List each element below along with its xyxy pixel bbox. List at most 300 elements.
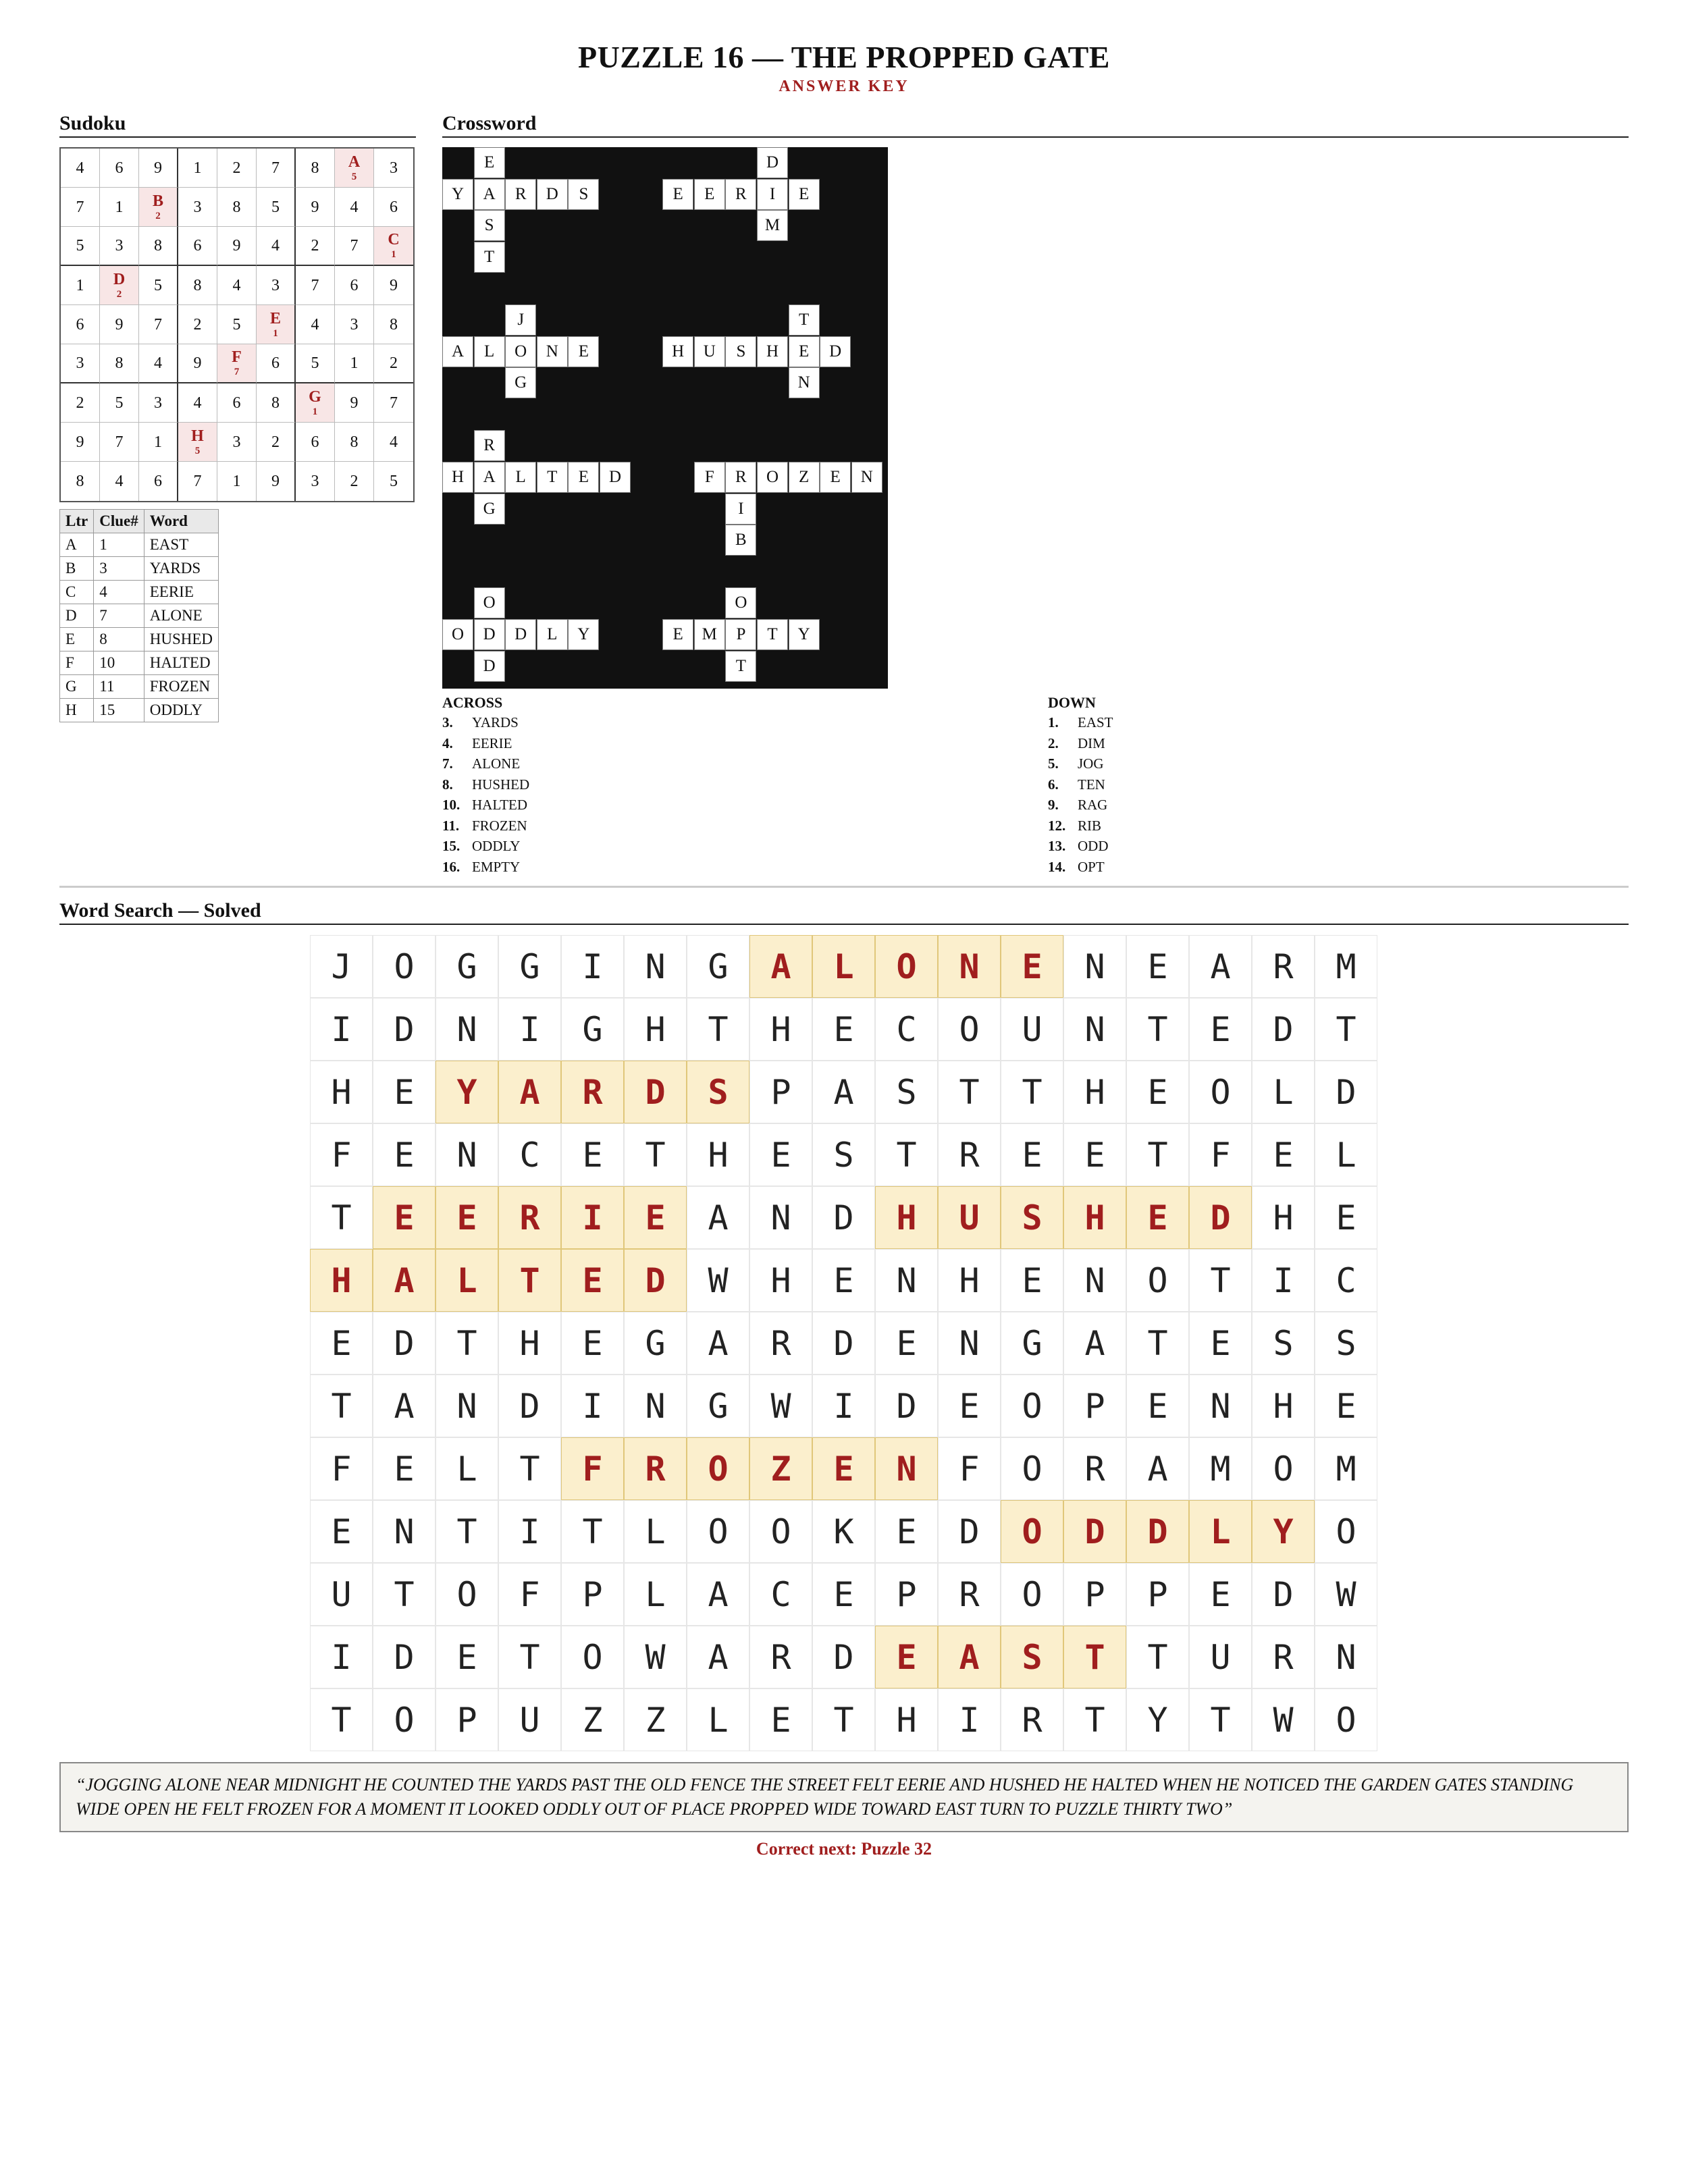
crossword-cell: T: [789, 304, 820, 336]
sudoku-cell-value: 1: [350, 354, 359, 372]
sudoku-cell-value: 6: [232, 394, 241, 412]
sudoku-cell-value: E: [269, 309, 281, 327]
word-search-letter: E: [1126, 1061, 1189, 1123]
crossword-cell: R: [505, 179, 536, 210]
sudoku-cell: [139, 383, 178, 423]
word-search-letter: F: [498, 1563, 561, 1626]
sudoku-cell-value: 9: [232, 237, 241, 255]
crossword-cell: E: [820, 462, 851, 493]
down-clues: [1048, 694, 1113, 879]
word-search-found-letter: S: [1001, 1186, 1063, 1249]
word-search-letter: D: [938, 1500, 1001, 1563]
word-search-found-letter: D: [624, 1061, 687, 1123]
sudoku-cell-value: 7: [350, 237, 359, 255]
word-search-letter: E: [373, 1061, 436, 1123]
word-search-letter: D: [812, 1186, 875, 1249]
sudoku-cell-value: 9: [390, 276, 398, 294]
sudoku-cell: [296, 266, 335, 305]
sudoku-cell: [217, 462, 257, 501]
word-search-found-letter: A: [749, 935, 812, 998]
word-search-letter: T: [1126, 1312, 1189, 1375]
sudoku-cell: [139, 305, 178, 344]
word-search-letter: F: [310, 1123, 373, 1186]
word-search-found-letter: A: [938, 1626, 1001, 1688]
word-search-letter: T: [938, 1061, 1001, 1123]
word-search-letter: T: [624, 1123, 687, 1186]
sudoku-cell-value: A: [348, 153, 361, 171]
clue-number: 8.: [442, 776, 453, 793]
word-search-letter: T: [1126, 1626, 1189, 1688]
word-search-letter: O: [1315, 1500, 1377, 1563]
sudoku-cell: [335, 462, 374, 501]
sudoku-cell: [178, 227, 217, 266]
crossword-cell: D: [474, 619, 505, 650]
word-search-letter: D: [812, 1626, 875, 1688]
word-search-letter: D: [1252, 1563, 1315, 1626]
word-search-letter: H: [1252, 1186, 1315, 1249]
sudoku-cell: [61, 344, 100, 383]
crossword-cell: L: [505, 462, 536, 493]
word-search-letter: A: [687, 1186, 749, 1249]
word-search-letter: T: [373, 1563, 436, 1626]
word-search-letter: M: [1189, 1437, 1252, 1500]
word-search-letter: O: [1315, 1688, 1377, 1751]
word-search-letter: E: [812, 1563, 875, 1626]
key-table-header: Clue#: [94, 510, 144, 533]
sudoku-cell-value: 6: [115, 159, 124, 177]
word-search-letter: T: [812, 1688, 875, 1751]
sudoku-cell-value: 4: [154, 354, 162, 372]
clue-answer: HALTED: [472, 797, 528, 813]
crossword-cell: M: [757, 210, 788, 241]
key-table-row: [60, 581, 219, 604]
across-clue: [442, 714, 529, 735]
key-table-header: Word: [144, 510, 218, 533]
key-table-cell: 3: [94, 557, 144, 581]
sudoku-cell-value: 4: [390, 433, 398, 451]
word-search-letter: A: [1189, 935, 1252, 998]
word-search-letter: I: [561, 935, 624, 998]
key-table-cell: HALTED: [144, 651, 218, 675]
key-table-cell: EAST: [144, 533, 218, 557]
down-clue: [1048, 797, 1113, 818]
crossword-cell: R: [725, 462, 756, 493]
word-search-found-letter: N: [938, 935, 1001, 998]
crossword-cell: D: [474, 651, 505, 682]
sudoku-cell-value: 4: [350, 198, 359, 216]
crossword-cell: H: [442, 462, 473, 493]
sudoku-cell-value: 8: [271, 394, 280, 412]
across-clue: [442, 838, 529, 859]
word-search-found-letter: L: [812, 935, 875, 998]
word-search-letter: P: [436, 1688, 498, 1751]
sudoku-cell-value: 7: [154, 315, 162, 334]
word-search-letter: G: [1001, 1312, 1063, 1375]
word-search-letter: I: [938, 1688, 1001, 1751]
sudoku-marked-cell: [296, 383, 335, 423]
sudoku-cell: [61, 188, 100, 227]
crossword-cell: H: [662, 336, 693, 367]
sudoku-cell: [139, 344, 178, 383]
word-search-letter: O: [1001, 1563, 1063, 1626]
clue-number: 15.: [442, 838, 460, 854]
clue-number: 11.: [442, 817, 460, 834]
word-search-letter: I: [498, 998, 561, 1061]
clue-answer: HUSHED: [472, 776, 530, 793]
word-search-letter: T: [1189, 1688, 1252, 1751]
sudoku-cell: [374, 149, 413, 188]
word-search-letter: H: [875, 1688, 938, 1751]
clue-number: 1.: [1048, 714, 1059, 730]
key-table-cell: 15: [94, 699, 144, 722]
sudoku-cell-value: 6: [311, 433, 319, 451]
sudoku-cell-value: 5: [271, 198, 280, 216]
crossword-cell: P: [725, 619, 756, 650]
sudoku-cell-subscript: 7: [234, 367, 240, 377]
sudoku-cell: [61, 423, 100, 462]
word-search-letter: H: [749, 998, 812, 1061]
word-search-letter: R: [1001, 1688, 1063, 1751]
sudoku-cell: [335, 188, 374, 227]
word-search-found-letter: R: [498, 1186, 561, 1249]
word-search-letter: E: [1126, 1375, 1189, 1437]
word-search-found-letter: E: [812, 1437, 875, 1500]
sudoku-cell: [61, 149, 100, 188]
key-table-row: [60, 604, 219, 628]
sudoku-cell-value: 7: [311, 276, 319, 294]
clue-answer: RAG: [1078, 797, 1108, 813]
word-search-grid: [310, 935, 1377, 1751]
key-table-cell: 1: [94, 533, 144, 557]
sudoku-cell: [61, 383, 100, 423]
crossword-cell: A: [442, 336, 473, 367]
word-search-letter: T: [1001, 1061, 1063, 1123]
sudoku-cell: [100, 305, 139, 344]
word-search-letter: N: [624, 935, 687, 998]
word-search-letter: D: [373, 1312, 436, 1375]
word-search-found-letter: E: [624, 1186, 687, 1249]
sudoku-cell: [61, 266, 100, 305]
word-search-letter: S: [812, 1123, 875, 1186]
sudoku-cell-value: 8: [115, 354, 124, 372]
sudoku-cell-value: 3: [271, 276, 280, 294]
sudoku-cell: [374, 305, 413, 344]
word-search-letter: N: [373, 1500, 436, 1563]
sudoku-cell-value: 2: [350, 473, 359, 490]
sudoku-cell-value: 2: [232, 159, 241, 177]
word-search-letter: A: [1126, 1437, 1189, 1500]
word-search-letter: S: [1315, 1312, 1377, 1375]
sudoku-cell-value: 4: [76, 159, 84, 177]
sudoku-cell-value: 9: [311, 198, 319, 216]
word-search-letter: N: [749, 1186, 812, 1249]
crossword-cell: O: [442, 619, 473, 650]
hidden-message-quote: “JOGGING ALONE NEAR MIDNIGHT HE COUNTED THE YARDS PAST THE OLD FENCE THE STREET FELT EERIE AND HUSHED HE HALTED WHEN HE NOTICED THE GARDEN GATES STANDING WIDE OPEN HE FELT FROZEN FOR A MOMENT IT LOOKED ODDLY OUT OF PLACE PROPPED WIDE TOWARD EAST TURN TO PUZZLE THIRTY TWO”: [59, 1762, 1629, 1832]
page-subtitle: ANSWER KEY: [779, 78, 909, 95]
key-table-cell: HUSHED: [144, 628, 218, 651]
word-search-found-letter: E: [436, 1186, 498, 1249]
word-search-letter: T: [687, 998, 749, 1061]
sudoku-cell: [296, 227, 335, 266]
key-table-cell: 7: [94, 604, 144, 628]
key-table-header-row: [60, 510, 219, 533]
sudoku-cell-value: 2: [311, 237, 319, 255]
sudoku-cell: [100, 149, 139, 188]
word-search-letter: E: [436, 1626, 498, 1688]
crossword-cell: D: [757, 147, 788, 178]
key-table-cell: E: [60, 628, 94, 651]
across-clue: [442, 818, 529, 838]
word-search-letter: L: [1315, 1123, 1377, 1186]
word-search-letter: Y: [1126, 1688, 1189, 1751]
word-search-letter: E: [1252, 1123, 1315, 1186]
word-search-found-letter: H: [1063, 1186, 1126, 1249]
word-search-letter: U: [310, 1563, 373, 1626]
word-search-letter: D: [812, 1312, 875, 1375]
crossword-cell: T: [725, 651, 756, 682]
sudoku-cell: [100, 344, 139, 383]
across-title: ACROSS: [442, 694, 503, 711]
word-search-letter: F: [938, 1437, 1001, 1500]
sudoku-cell-value: 5: [311, 354, 319, 372]
sudoku-cell-value: H: [191, 427, 204, 445]
clue-number: 9.: [1048, 797, 1059, 813]
word-search-letter: E: [938, 1375, 1001, 1437]
sudoku-cell: [296, 188, 335, 227]
word-search-letter: T: [561, 1500, 624, 1563]
sudoku-cell-value: 6: [271, 354, 280, 372]
sudoku-cell: [178, 344, 217, 383]
word-search-letter: N: [436, 998, 498, 1061]
sudoku-cell: [257, 227, 296, 266]
across-clue: [442, 755, 529, 776]
word-search-letter: O: [938, 998, 1001, 1061]
sudoku-cell: [178, 462, 217, 501]
key-table-row: [60, 533, 219, 557]
sudoku-cell-subscript: 2: [116, 288, 122, 300]
word-search-letter: T: [436, 1312, 498, 1375]
word-search-letter: E: [1001, 1249, 1063, 1312]
sudoku-marked-cell: [335, 149, 374, 188]
sudoku-cell: [178, 188, 217, 227]
crossword-cell: A: [474, 179, 505, 210]
clue-number: 16.: [442, 858, 460, 875]
word-search-letter: R: [1063, 1437, 1126, 1500]
sudoku-cell-value: 5: [76, 237, 84, 255]
sudoku-cell: [139, 462, 178, 501]
clue-number: 2.: [1048, 735, 1059, 751]
word-search-letter: G: [561, 998, 624, 1061]
clue-answer: DIM: [1078, 735, 1105, 751]
sudoku-cell: [217, 266, 257, 305]
crossword-cell: T: [757, 619, 788, 650]
sudoku-cell-value: 9: [350, 394, 359, 412]
sudoku-cell-value: 5: [390, 473, 398, 490]
sudoku-cell-value: 6: [154, 473, 162, 490]
word-search-found-letter: Y: [1252, 1500, 1315, 1563]
sudoku-marked-cell: [257, 305, 296, 344]
sudoku-cell-value: 8: [154, 237, 162, 255]
crossword-cell: O: [725, 587, 756, 618]
sudoku-cell: [257, 344, 296, 383]
word-search-found-letter: R: [624, 1437, 687, 1500]
word-search-letter: G: [436, 935, 498, 998]
word-search-letter: E: [1189, 1312, 1252, 1375]
word-search-letter: K: [812, 1500, 875, 1563]
word-search-letter: E: [1315, 1186, 1377, 1249]
sudoku-cell-value: 3: [115, 237, 124, 255]
word-search-letter: Z: [561, 1688, 624, 1751]
sudoku-cell-subscript: 1: [312, 406, 318, 417]
crossword-cell: A: [474, 462, 505, 493]
clue-answer: OPT: [1078, 858, 1105, 875]
sudoku-marked-cell: [139, 188, 178, 227]
sudoku-cell: [374, 188, 413, 227]
crossword-cell: G: [474, 494, 505, 525]
sudoku-cell-value: 9: [271, 473, 280, 490]
sudoku-cell-value: 9: [115, 315, 124, 334]
word-search-found-letter: F: [561, 1437, 624, 1500]
key-table-cell: YARDS: [144, 557, 218, 581]
word-search-found-letter: L: [1189, 1500, 1252, 1563]
page-title: PUZZLE 16 — THE PROPPED GATE: [577, 40, 1110, 74]
sudoku-cell: [61, 227, 100, 266]
word-search-letter: G: [687, 935, 749, 998]
crossword-cell: L: [474, 336, 505, 367]
sudoku-cell-value: 3: [154, 394, 162, 412]
sudoku-cell-value: 8: [193, 276, 202, 294]
word-search-letter: O: [1189, 1061, 1252, 1123]
crossword-cell: Y: [442, 179, 473, 210]
key-table-cell: H: [60, 699, 94, 722]
section-divider: [59, 886, 1629, 888]
sudoku-cell: [257, 149, 296, 188]
crossword-cell: Y: [789, 619, 820, 650]
crossword-heading: Crossword: [442, 112, 1629, 138]
word-search-letter: W: [749, 1375, 812, 1437]
crossword-cell: U: [694, 336, 725, 367]
sudoku-cell-value: B: [152, 192, 163, 210]
word-search-letter: I: [310, 998, 373, 1061]
down-clue: [1048, 818, 1113, 838]
word-search-letter: T: [436, 1500, 498, 1563]
word-search-letter: T: [310, 1186, 373, 1249]
sudoku-cell-value: 7: [271, 159, 280, 177]
word-search-letter: N: [938, 1312, 1001, 1375]
word-search-letter: H: [749, 1249, 812, 1312]
sudoku-cell: [296, 344, 335, 383]
sudoku-cell: [296, 305, 335, 344]
key-table-cell: ALONE: [144, 604, 218, 628]
word-search-letter: W: [687, 1249, 749, 1312]
word-search-found-letter: N: [875, 1437, 938, 1500]
sudoku-grid: [59, 147, 415, 502]
word-search-letter: I: [812, 1375, 875, 1437]
sudoku-cell-value: G: [309, 388, 321, 406]
sudoku-cell: [178, 383, 217, 423]
word-search-letter: O: [561, 1626, 624, 1688]
sudoku-cell: [61, 305, 100, 344]
word-search-letter: M: [1315, 935, 1377, 998]
sudoku-cell: [335, 305, 374, 344]
word-search-letter: D: [498, 1375, 561, 1437]
word-search-found-letter: O: [687, 1437, 749, 1500]
crossword-cell: E: [789, 179, 820, 210]
crossword-cell: E: [474, 147, 505, 178]
clue-answer: FROZEN: [472, 817, 527, 834]
sudoku-cell: [217, 188, 257, 227]
key-table-cell: 11: [94, 675, 144, 699]
sudoku-cell: [335, 266, 374, 305]
sudoku-cell-value: 4: [271, 237, 280, 255]
word-search-letter: A: [812, 1061, 875, 1123]
clue-number: 6.: [1048, 776, 1059, 793]
sudoku-cell-value: 4: [193, 394, 202, 412]
crossword-cell: F: [694, 462, 725, 493]
crossword-cell: D: [505, 619, 536, 650]
word-search-letter: Z: [624, 1688, 687, 1751]
sudoku-cell-subscript: 1: [273, 327, 278, 339]
sudoku-cell-value: 1: [76, 276, 84, 294]
sudoku-cell: [100, 188, 139, 227]
clue-answer: EERIE: [472, 735, 512, 751]
sudoku-cell-value: 2: [193, 315, 202, 334]
crossword-cell: E: [789, 336, 820, 367]
crossword-cell: D: [600, 462, 631, 493]
word-search-letter: D: [1252, 998, 1315, 1061]
word-search-letter: L: [624, 1500, 687, 1563]
key-table-row: [60, 557, 219, 581]
sudoku-cell: [139, 227, 178, 266]
crossword-cell: S: [474, 210, 505, 241]
word-search-letter: T: [1126, 998, 1189, 1061]
crossword-cell: E: [694, 179, 725, 210]
word-search-letter: E: [561, 1123, 624, 1186]
word-search-letter: O: [1001, 1437, 1063, 1500]
page-header: [0, 39, 1688, 96]
crossword-cell: J: [505, 304, 536, 336]
word-search-letter: T: [310, 1688, 373, 1751]
word-search-found-letter: H: [310, 1249, 373, 1312]
sudoku-cell-value: 4: [311, 315, 319, 334]
down-clue: [1048, 755, 1113, 776]
key-table-row: [60, 628, 219, 651]
down-clue: [1048, 838, 1113, 859]
key-table-cell: ODDLY: [144, 699, 218, 722]
clue-answer: ALONE: [472, 755, 521, 772]
word-search-found-letter: O: [1001, 1500, 1063, 1563]
word-search-letter: T: [1126, 1123, 1189, 1186]
clue-number: 12.: [1048, 817, 1066, 834]
crossword-cell: E: [662, 179, 693, 210]
crossword-cell: O: [474, 587, 505, 618]
word-search-letter: O: [1126, 1249, 1189, 1312]
word-search-letter: C: [1315, 1249, 1377, 1312]
sudoku-cell: [100, 383, 139, 423]
sudoku-cell-value: 1: [193, 159, 202, 177]
word-search-letter: L: [436, 1437, 498, 1500]
sudoku-marked-cell: [374, 227, 413, 266]
word-search-letter: N: [1063, 935, 1126, 998]
crossword-cell: E: [568, 336, 599, 367]
crossword-cell: M: [694, 619, 725, 650]
word-search-letter: T: [498, 1437, 561, 1500]
sudoku-cell-value: 4: [115, 473, 124, 490]
sudoku-cell-value: 3: [390, 159, 398, 177]
word-search-letter: R: [1252, 1626, 1315, 1688]
word-search-found-letter: O: [875, 935, 938, 998]
sudoku-cell: [178, 266, 217, 305]
